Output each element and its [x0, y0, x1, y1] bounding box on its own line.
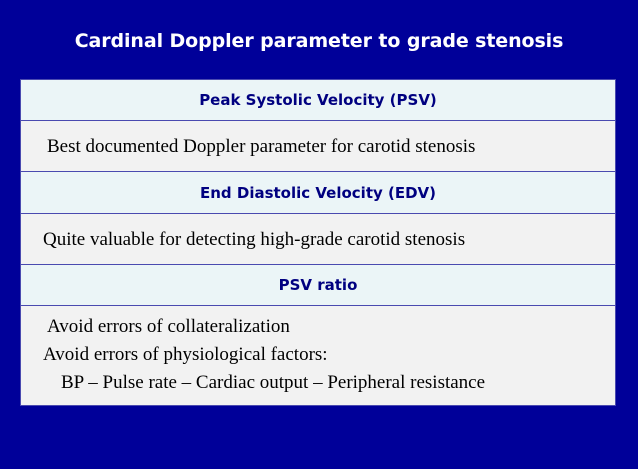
table-row-psv-ratio — [21, 306, 615, 405]
header-label-psv-ratio: PSV ratio — [278, 276, 358, 294]
slide-title: Cardinal Doppler parameter to grade stenosis — [74, 30, 564, 52]
table-header-edv — [21, 172, 615, 214]
row-text-edv: Quite valuable for detecting high-grade carotid stenosis — [43, 229, 466, 250]
row-text-physiological: Avoid errors of physiological factors: — [43, 344, 328, 365]
row-text-collateralization: Avoid errors of collateralization — [47, 316, 290, 337]
header-label-edv: End Diastolic Velocity (EDV) — [199, 183, 437, 202]
table-row-edv — [21, 214, 615, 265]
row-text-psv: Best documented Doppler parameter for carotid stenosis — [47, 136, 476, 157]
row-text-factors-list: BP – Pulse rate – Cardiac output – Peripheral resistance — [61, 372, 486, 393]
table-header-psv-ratio — [21, 265, 615, 306]
table-header-psv — [21, 80, 615, 121]
parameter-table — [20, 79, 616, 406]
header-label-psv: Peak Systolic Velocity (PSV) — [199, 91, 437, 109]
table-row-psv — [21, 121, 615, 172]
